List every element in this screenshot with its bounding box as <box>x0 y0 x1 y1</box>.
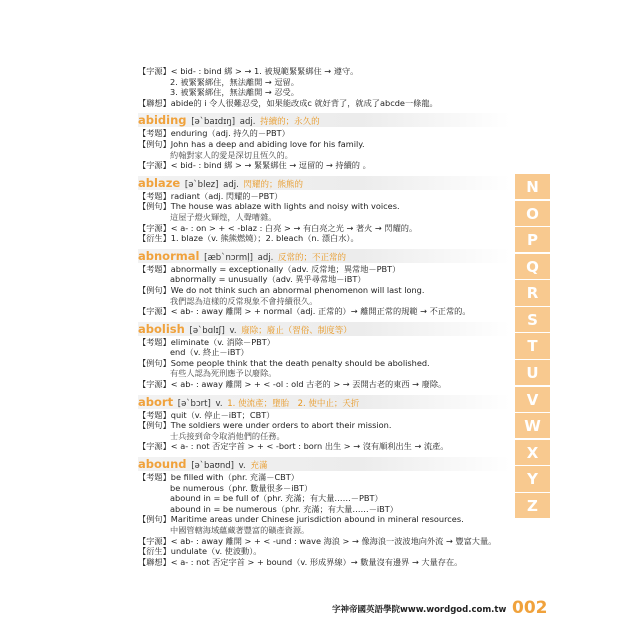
example-line: 【例句】Some people think that the death penalty should be abolished. <box>138 357 430 368</box>
entry-ablaze <box>138 176 510 244</box>
pronunciation: [əˋbaʊnd] <box>191 461 234 472</box>
definition: 充滿 <box>250 461 268 472</box>
translation-line: 有些人認為死刑應予以廢除。 <box>170 368 277 379</box>
pronunciation: [əˋblez] <box>184 179 219 190</box>
page-footer <box>322 598 552 618</box>
headword: abort <box>138 394 174 409</box>
entries-column <box>138 66 510 567</box>
part-of-speech: v. <box>215 398 223 409</box>
entry-abiding <box>138 113 510 170</box>
exam-line: be numerous（phr. 數量很多－iBT） <box>170 482 313 493</box>
example-line: 【例句】Maritime areas under Chinese jurisdiction abound in mineral resources. <box>138 514 464 525</box>
exam-line: 【考題】radiant（adj. 閃耀的－PBT） <box>138 190 283 201</box>
exam-line: 【考題】be filled with（phr. 充滿－CBT） <box>138 472 299 483</box>
association-line: 【聯想】abide的 i 令人很難忍受，如果能改成c 就好背了，就成了abcde一條龍。 <box>138 97 438 108</box>
tab-letter[interactable]: T <box>515 333 550 359</box>
translation-line: 士兵接到命令取消他們的任務。 <box>170 430 285 441</box>
headword: abiding <box>138 113 187 128</box>
derivative-line: 【衍生】undulate（v. 使波動）。 <box>138 546 262 557</box>
definition: 1. 使流產；墮胎 2. 使中止；夭折 <box>227 398 360 409</box>
part-of-speech: adj. <box>223 179 239 190</box>
etymology-line: 【字源】< a- : not 否定字首 > + < -bort : born 出生 > → 沒有順利出生 → 流產。 <box>138 441 449 452</box>
entry-abound <box>138 457 510 567</box>
tab-letter[interactable]: R <box>515 280 550 306</box>
definition: 閃耀的；熊熊的 <box>243 179 304 190</box>
example-line: 【例句】The soldiers were under orders to abort their mission. <box>138 420 392 431</box>
headword: abolish <box>138 321 185 336</box>
pronunciation: [æbˋnɔrmḷ] <box>204 252 253 263</box>
tab-letter[interactable]: S <box>515 307 550 333</box>
tab-letter[interactable]: V <box>515 387 550 413</box>
tab-letter[interactable]: Q <box>515 254 550 280</box>
pronunciation: [əˋbaɪdɪŋ] <box>191 117 236 128</box>
association-line: 【聯想】< a- : not 否定字首 > + bound（v. 形成界線）→ 數量沒有邊界 → 大量存在。 <box>138 556 463 567</box>
translation-line: 這屋子燈火輝煌，人聲嘈雜。 <box>170 211 277 222</box>
etymology-line: 【字源】< a- : on > + < -blaz : 白亮 > → 有白亮之光 → 著火 → 閃耀的。 <box>138 222 418 233</box>
tab-letter[interactable]: W <box>515 413 550 439</box>
etymology-line: 【字源】< ab- : away 離開 > + < -und : wave 海浪 > → 像海浪一波波地向外流 → 豐富大量。 <box>138 535 497 546</box>
entry-abort <box>138 395 510 452</box>
etymology-line: 【字源】< ab- : away 離開 > + < -ol : old 古老的 > → 丟開古老的東西 → 廢除。 <box>138 379 447 390</box>
tab-letter[interactable]: P <box>515 227 550 253</box>
exam-line: 【考題】enduring（adj. 持久的－PBT） <box>138 128 290 139</box>
entry-header <box>138 322 510 336</box>
tab-letter[interactable]: N <box>515 174 550 200</box>
exam-line: abnormally = unusually（adv. 異乎尋常地－iBT） <box>170 274 366 285</box>
definition: 廢除；廢止（習俗、制度等） <box>241 325 352 336</box>
tab-letter[interactable]: X <box>515 440 550 466</box>
translation-line: 約翰對家人的愛是深切且恆久的。 <box>170 149 293 160</box>
tab-letter[interactable]: U <box>515 360 550 386</box>
entry-header <box>138 249 510 263</box>
entry-abnormal <box>138 249 510 317</box>
exam-line: 【考題】eliminate（v. 消除－PBT） <box>138 336 275 347</box>
etymology-line: 【字源】< bid- : bind 綁 > → 緊緊綁住 → 逗留的 → 持續的 。 <box>138 160 371 171</box>
pronunciation: [əˋbɑlɪʃ] <box>189 325 225 336</box>
entry-abolish <box>138 322 510 390</box>
part-of-speech: adj. <box>257 252 274 263</box>
part-of-speech: adj. <box>239 117 256 128</box>
headword: abnormal <box>138 248 200 263</box>
publisher-text: 字神帝國英語學院www.wordgod.com.tw <box>332 605 507 615</box>
example-line: 【例句】The house was ablaze with lights and noisy with voices. <box>138 201 400 212</box>
tab-letter[interactable]: Y <box>515 466 550 492</box>
page-number: 002 <box>512 598 548 618</box>
definition: 持續的；永久的 <box>260 117 320 128</box>
tab-letter[interactable]: Z <box>515 493 550 519</box>
exam-line: 【考題】abnormally = exceptionally（adv. 反常地；異常地－PBT） <box>138 263 401 274</box>
etymology-line: 3. 被緊緊綁住，無法離開 → 忍受。 <box>170 87 299 98</box>
exam-line: 【考題】quit（v. 停止－iBT；CBT） <box>138 409 275 420</box>
intro-block <box>138 66 510 108</box>
tab-letter[interactable]: O <box>515 201 550 227</box>
alphabet-tabs <box>515 174 550 520</box>
pronunciation: [əˋbɔrt] <box>177 398 211 409</box>
entry-header <box>138 176 510 190</box>
example-line: 【例句】We do not think such an abnormal phenomenon will last long. <box>138 284 425 295</box>
exam-line: abound in = be full of（phr. 充滿；有大量……－PBT） <box>170 493 383 504</box>
exam-line: end（v. 終止－iBT） <box>170 347 249 358</box>
entry-header <box>138 395 510 409</box>
part-of-speech: v. <box>238 461 246 472</box>
headword: abound <box>138 457 187 472</box>
example-line: 【例句】John has a deep and abiding love for his family. <box>138 138 365 149</box>
exam-line: abound in = be numerous（phr. 充滿；有大量……－iBT） <box>170 503 398 514</box>
part-of-speech: v. <box>229 325 237 336</box>
derivative-line: 【衍生】1. blaze（v. 熊熊燃燒）；2. bleach（n. 漂白水）。 <box>138 233 359 244</box>
definition: 反常的；不正常的 <box>277 252 346 263</box>
etymology-line: 【字源】< bid- : bind 綁 > → 1. 被規範緊緊綁住 → 遵守。 <box>138 66 359 76</box>
headword: ablaze <box>138 175 181 190</box>
etymology-line: 2. 被緊緊綁住，無法離開 → 逗留。 <box>170 76 299 87</box>
translation-line: 中國管轄海域蘊藏著豐富的礦產資源。 <box>170 525 310 535</box>
translation-line: 我們認為這樣的反常現象不會持續很久。 <box>170 295 318 306</box>
etymology-line: 【字源】< ab- : away 離開 > + normal（adj. 正常的）→ 離開正常的規範 → 不正常的。 <box>138 306 471 317</box>
entry-header <box>138 113 510 127</box>
entry-header <box>138 457 510 471</box>
